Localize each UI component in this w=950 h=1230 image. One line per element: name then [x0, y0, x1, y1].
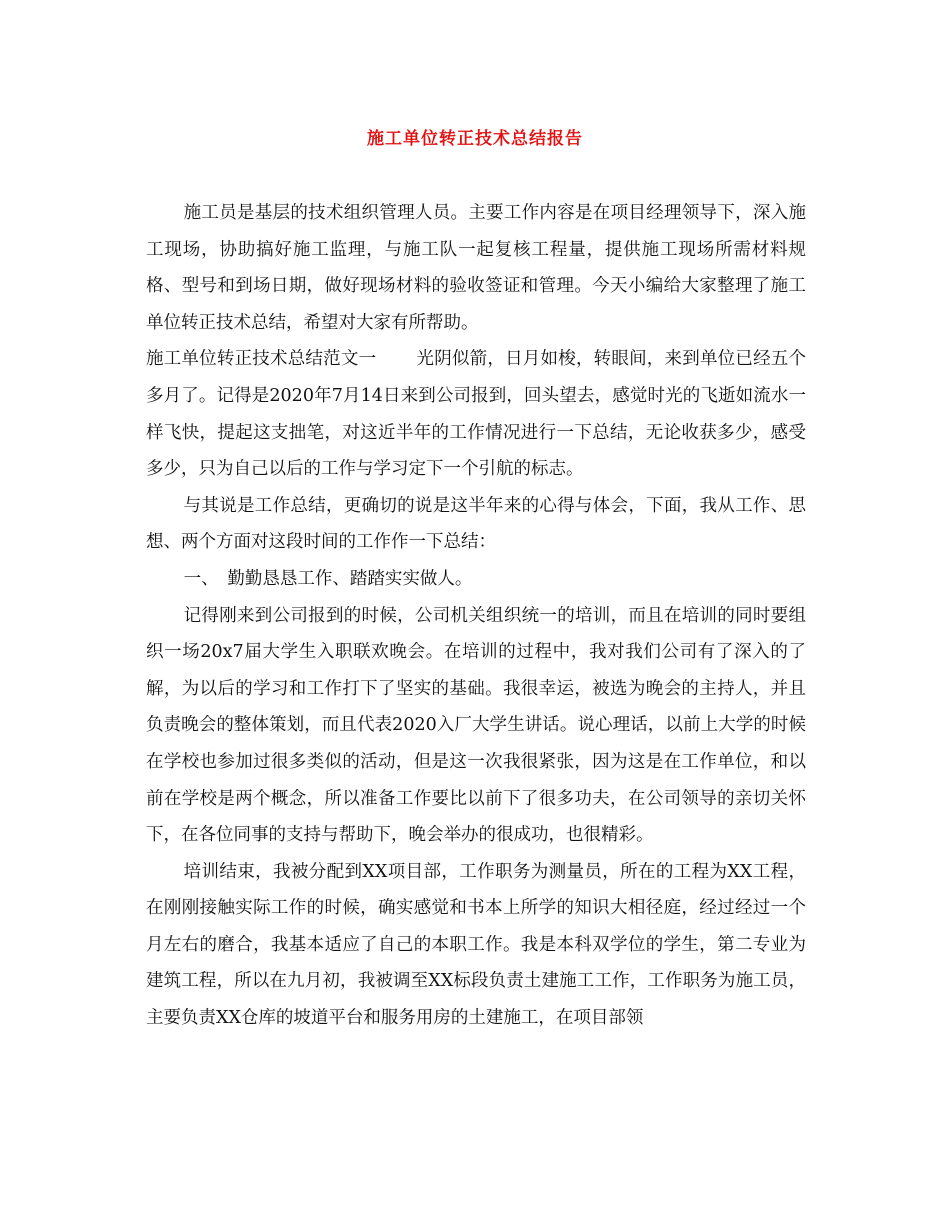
document-body: [146, 195, 806, 1037]
paragraph-sample-one: [146, 341, 806, 487]
paragraph-assignment: 培训结束，我被分配到XX项目部，工作职务为测量员，所在的工程为XX工程，在刚刚接触实际工作的时候，确实感觉和书本上所学的知识大相径庭，经过经过一个月左右的磨合，我基本适应了自己的本职工作。我是本科双学位的学生，第二专业为建筑工程，所以在九月初，我被调至XX标段负责土建施工工作，工作职务为施工员，主要负责XX仓库的坡道平台和服务用房的土建施工，在项目部领: [146, 861, 806, 1029]
paragraph-intro: 施工员是基层的技术组织管理人员。主要工作内容是在项目经理领导下，深入施工现场，协助搞好施工监理，与施工队一起复核工程量，提供施工现场所需材料规格、型号和到场日期，做好现场材料的验收签证和管理。今天小编给大家整理了施工单位转正技术总结，希望对大家有所帮助。: [146, 203, 806, 333]
sample-text: 光阴似箭，日月如梭，转眼间，来到单位已经五个多月了。记得是2020年7月14日来到公司报到，回头望去，感觉时光的飞逝如流水一样飞快，提起这支拙笔，对这近半年的工作情况进行一下总结，无论收获多少，感受多少，只为自己以后的工作与学习定下一个引航的标志。: [146, 349, 807, 480]
paragraph-overview: 与其说是工作总结，更确切的说是这半年来的心得与体会，下面，我从工作、思想、两个方面对这段时间的工作作一下总结：: [146, 495, 806, 553]
sample-heading: 施工单位转正技术总结范文一: [146, 349, 377, 370]
section-heading-one: 一、 勤勤恳恳工作、踏踏实实做人。: [183, 568, 473, 589]
document-title: 施工单位转正技术总结报告: [367, 129, 583, 149]
paragraph-training: 记得刚来到公司报到的时候，公司机关组织统一的培训，而且在培训的同时要组织一场20x7届大学生入职联欢晚会。在培训的过程中，我对我们公司有了深入的了解，为以后的学习和工作打下了坚实的基础。我很幸运，被选为晚会的主持人，并且负责晚会的整体策划，而且代表2020入厂大学生讲话。说心理话，以前上大学的时候在学校也参加过很多类似的活动，但是这一次我很紧张，因为这是在工作单位，和以前在学校是两个概念，所以准备工作要比以前下了很多功夫，在公司领导的亲切关怀下，在各位同事的支持与帮助下，晚会举办的很成功，也很精彩。: [146, 605, 806, 846]
